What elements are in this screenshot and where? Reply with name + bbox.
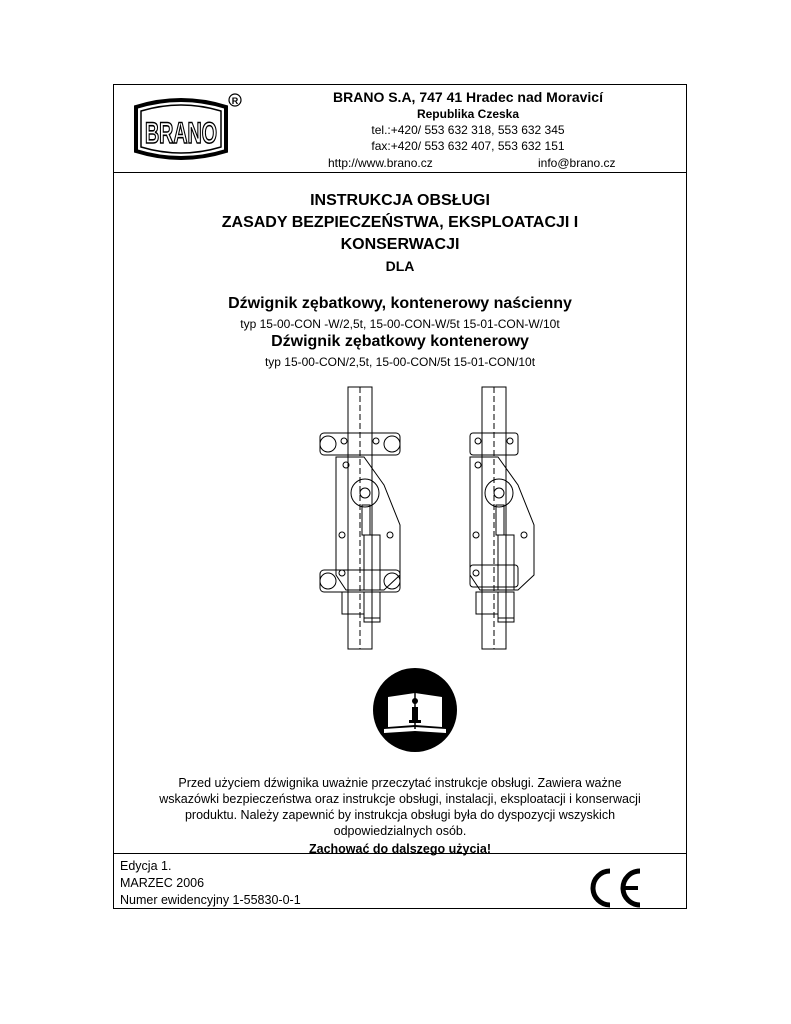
company-header (248, 85, 688, 172)
company-country: Republika Czeska (416, 107, 520, 121)
company-email[interactable]: info@brano.cz (538, 156, 616, 170)
notice-line4: odpowiedzialnych osób. (333, 824, 467, 838)
manual-title-line3: KONSERWACJI (340, 236, 460, 253)
manual-title-line4: DLA (385, 258, 415, 274)
product2-types: typ 15-00-CON/2,5t, 15-00-CON/5t 15-01-CON/10t (264, 355, 536, 369)
notice-line2: wskazówki bezpieczeństwa oraz instrukcje obsługi, instalacji, eksploatacji i konserwacji (159, 792, 641, 806)
company-website[interactable]: http://www.brano.cz (328, 156, 433, 170)
header-divider (114, 172, 686, 173)
safety-notice (114, 775, 686, 839)
company-phone: tel.:+420/ 553 632 318, 553 632 345 (371, 123, 565, 137)
manual-title-line1: INSTRUKCJA OBSŁUGI (310, 192, 490, 209)
edition-label: Edycja 1. (120, 859, 172, 873)
keep-for-reference: Zachować do dalszego użycia! (309, 842, 491, 856)
ce-mark-icon (584, 865, 646, 916)
product2-name: Dźwignik zębatkowy kontenerowy (271, 333, 529, 350)
svg-text:BRANO: BRANO (145, 117, 217, 150)
brand-logo-icon (114, 85, 248, 172)
company-name: BRANO S.A, 747 41 Hradec nad Moravicí (333, 89, 603, 105)
document-frame (113, 84, 687, 909)
product1-types: typ 15-00-CON -W/2,5t, 15-00-CON-W/5t 15-01-CON-W/10t (240, 317, 560, 331)
svg-text:CE: CE (584, 865, 586, 866)
notice-line3: produktu. Należy zapewnić by instrukcja obsługi była do dyspozycji wszyskich (184, 808, 616, 822)
record-number: Numer ewidencyjny 1-55830-0-1 (120, 893, 301, 907)
edition-date: MARZEC 2006 (120, 876, 205, 890)
notice-line1: Przed użyciem dźwignika uważnie przeczytać instrukcje obsługi. Zawiera ważne (178, 776, 622, 790)
company-fax: fax:+420/ 553 632 407, 553 632 151 (371, 139, 565, 153)
jack-drawing-icon (114, 385, 688, 660)
manual-title-line2: ZASADY BEZPIECZEŃSTWA, EKSPLOATACJI I (221, 214, 579, 231)
svg-text:R: R (231, 96, 239, 106)
product1-name: Dźwignik zębatkowy, kontenerowy naścienny (228, 295, 572, 312)
info-book-icon (372, 667, 458, 758)
